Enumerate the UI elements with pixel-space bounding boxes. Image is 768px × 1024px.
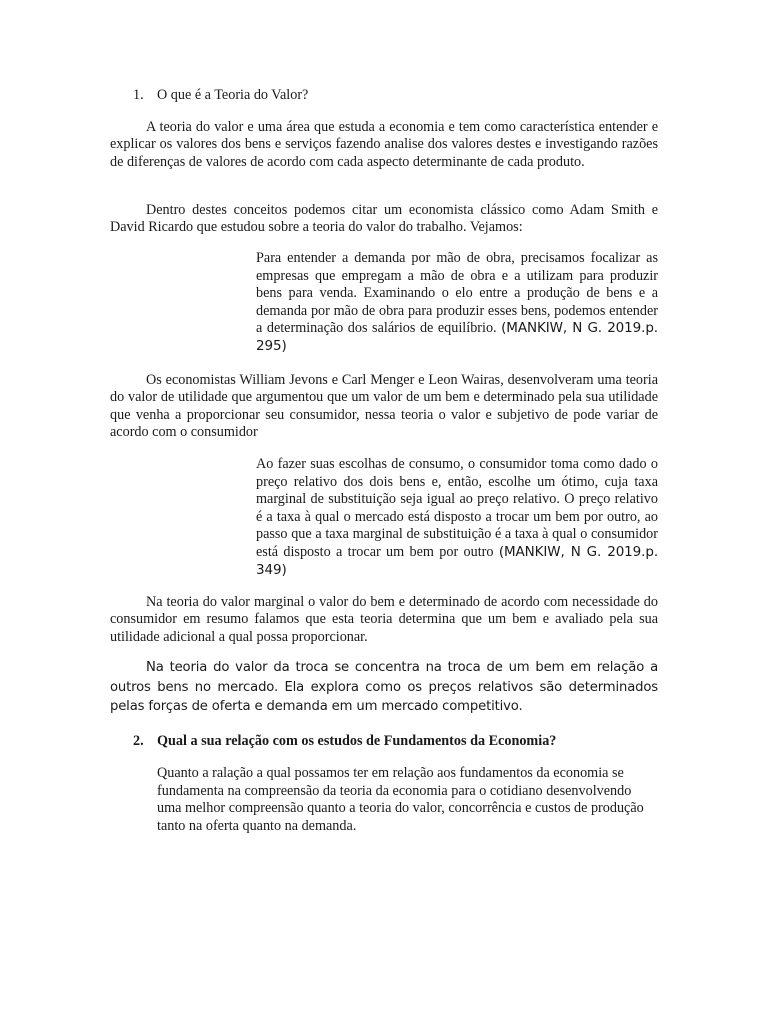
block-quote-1-citation: (MANKIW, N G. 2019.p. 295) <box>256 320 658 354</box>
question-1-title: O que é a Teoria do Valor? <box>157 87 309 103</box>
paragraph-marginal-value: Na teoria do valor marginal o valor do bem e determinado de acordo com necessidade do consumidor em resumo falamos que esta teoria determina que um bem e avaliado pela sua utilidade adicional a qual possa proporcionar. <box>110 594 658 645</box>
question-2-heading <box>133 732 556 750</box>
block-quote-2 <box>256 456 658 579</box>
block-quote-2-text: Ao fazer suas escolhas de consumo, o consumidor toma como dado o preço relativo dos dois bens e, então, escolhe um ótimo, cuja taxa marginal de substituição seja igual ao preço relativo. O preço relativo é a taxa à qual o mercado está disposto a trocar um bem por outro, ao passo que a taxa marginal de substituição é a taxa à qual o consumidor está disposto a trocar um bem por outro <box>256 456 658 560</box>
block-quote-1 <box>256 250 658 356</box>
question-2-title: Qual a sua relação com os estudos de Fundamentos da Economia? <box>157 733 557 749</box>
question-1-number: 1. <box>133 87 144 103</box>
question-2-number: 2. <box>133 733 144 749</box>
paragraph-classical-economists: Dentro destes conceitos podemos citar um economista clássico como Adam Smith e David Ricardo que estudou sobre a teoria do valor do trabalho. Vejamos: <box>110 202 658 236</box>
paragraph-definition: A teoria do valor e uma área que estuda a economia e tem como característica entender e explicar os valores dos bens e serviços fazendo analise dos valores destes e investigando razões de diferenças de valores de acordo com cada aspecto determinante de cada produto. <box>110 119 658 170</box>
paragraph-exchange-value: Na teoria do valor da troca se concentra na troca de um bem em relação a outros bens no mercado. Ela explora como os preços relativos são determinados pelas forças de oferta e demanda em um mercado competitivo. <box>110 660 658 715</box>
question-1-heading <box>133 86 308 104</box>
paragraph-utility-theory: Os economistas William Jevons e Carl Menger e Leon Wairas, desenvolveram uma teoria do valor de utilidade que argumentou que um valor de um bem e determinado pela sua utilidade que venha a proporcionar seu consumidor, nessa teoria o valor e subjetivo de pode variar de acordo com o consumidor <box>110 372 658 441</box>
block-quote-2-citation: (MANKIW, N G. 2019.p. 349) <box>256 543 659 578</box>
block-quote-1-text: Para entender a demanda por mão de obra, precisamos focalizar as empresas que empregam a mão de obra e a utilizam para produzir bens para venda. Examinando o elo entre a produção de bens e a demanda por mão de obra para produzir esses bens, podemos entender a determinação dos salários de equilíbrio. <box>256 250 658 337</box>
answer-2-paragraph: Quanto a ralação a qual possamos ter em relação aos fundamentos da economia se fundamenta na compreensão da teoria da economia para o cotidiano desenvolvendo uma melhor compreensão quanto a teoria do valor, concorrência e custos de produção tanto na oferta quanto na demanda. <box>157 765 644 834</box>
